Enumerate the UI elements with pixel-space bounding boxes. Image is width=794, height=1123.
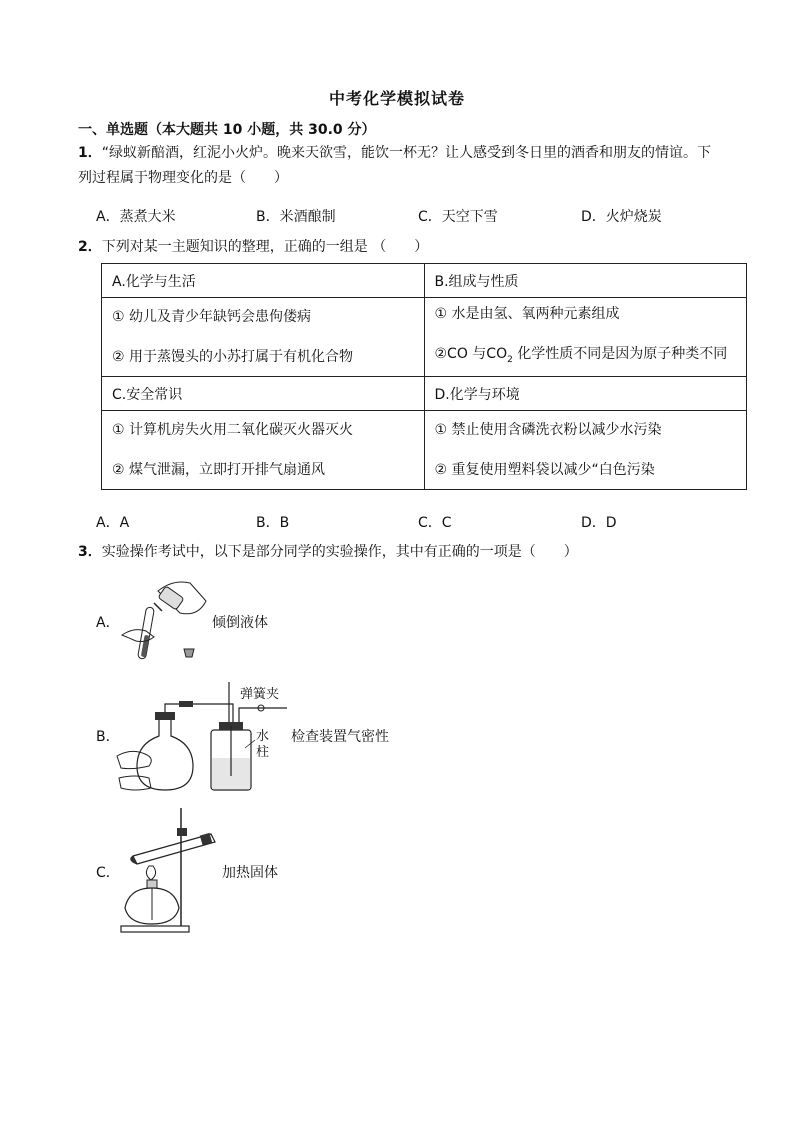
cell-text-rest: 化学性质不同是因为原子种类不同 [512, 346, 728, 363]
cell-c-content [102, 411, 425, 490]
option-c-label[interactable]: C． [96, 865, 120, 881]
flask-stopper-shape [155, 712, 175, 720]
question-text: 下列对某一主题知识的整理，正确的一组是 （ ） [101, 239, 429, 255]
cell-text: ② 重复使用塑料袋以减少“白色污染 [434, 462, 655, 478]
option-d[interactable]: D．火炉烧炭 [581, 209, 662, 225]
cell-text: ② 用于蒸馒头的小苏打属于有机化合物 [112, 349, 353, 365]
option-d[interactable]: D．D [581, 515, 617, 531]
question-number: 2． [78, 239, 102, 255]
option-b-label[interactable]: B． [96, 729, 120, 745]
question-text: “绿蚁新醅酒，红泥小火炉。晚来天欲雪，能饮一杯无？让人感受到冬日里的酒香和朋友的情谊。下 [101, 145, 712, 161]
flame-shape [146, 866, 155, 880]
hand-shape [117, 751, 151, 768]
cell-text: ① 幼儿及青少年缺钙会患佝偻病 [112, 309, 312, 325]
question-2 [78, 235, 428, 260]
option-c-caption: 加热固体 [222, 865, 278, 881]
clamp-shape [177, 828, 187, 836]
question-3 [78, 540, 578, 565]
question-1 [78, 141, 758, 191]
hand-shape [119, 776, 151, 790]
label-char: 柱 [256, 745, 270, 760]
question-2-options [96, 512, 776, 534]
reagent-bottle-shape [158, 586, 184, 610]
pouring-liquid-figure [118, 573, 213, 665]
section-heading: 一、单选题（本大题共 10 小题，共 30.0 分） [78, 122, 376, 138]
cell-b-heading: B.组成与性质 [424, 264, 747, 298]
leader-line-shape [245, 740, 255, 748]
cell-c-heading: C.安全常识 [102, 377, 425, 411]
option-b[interactable]: B．米酒酿制 [256, 209, 336, 225]
cell-a-heading: A.化学与生活 [102, 264, 425, 298]
option-a-caption: 倾倒液体 [212, 615, 268, 631]
question-text: 实验操作考试中，以下是部分同学的实验操作，其中有正确的一项是（ ） [101, 544, 578, 560]
option-a[interactable]: A．蒸煮大米 [96, 209, 176, 225]
question-number: 1． [78, 145, 102, 161]
cell-b-content [424, 298, 747, 377]
option-c[interactable]: C．天空下雪 [418, 209, 498, 225]
formula-text: ②CO 与CO [434, 346, 508, 363]
question-text-continued: 列过程属于物理变化的是（ ） [78, 170, 288, 186]
cell-d-content [424, 411, 747, 490]
option-b-caption: 检查装置气密性 [291, 729, 389, 745]
cell-d-heading: D.化学与环境 [424, 377, 747, 411]
stopper-shape [184, 649, 194, 657]
heating-solid-figure [115, 804, 220, 936]
option-a[interactable]: A．A [96, 515, 130, 531]
option-a-label[interactable]: A． [96, 615, 120, 631]
water-column-label [256, 729, 269, 761]
formula-subscript: 2 [507, 354, 513, 365]
cell-text [435, 344, 737, 370]
question-number: 3． [78, 544, 102, 560]
spring-clip-label: 弹簧夹 [240, 687, 280, 702]
lamp-neck-shape [147, 880, 157, 888]
cell-text: ② 煤气泄漏，立即打开排气扇通风 [112, 462, 326, 478]
stand-base-shape [121, 926, 189, 932]
cell-a-content [102, 298, 425, 377]
option-b[interactable]: B．B [256, 515, 290, 531]
label-char: 水 [256, 729, 270, 744]
rubber-joint-shape [179, 701, 193, 707]
cell-text: ① 计算机房失火用二氧化碳灭火器灭火 [112, 422, 353, 438]
question-1-options [96, 206, 776, 228]
knowledge-table [101, 263, 747, 490]
page-title: 中考化学模拟试卷 [328, 89, 465, 108]
option-c[interactable]: C．C [418, 515, 452, 531]
bottle-mouth-shape [154, 603, 162, 611]
cell-text: ① 禁止使用含磷洗衣粉以减少水污染 [434, 422, 662, 438]
cell-text: ① 水是由氢、氧两种元素组成 [434, 306, 620, 323]
